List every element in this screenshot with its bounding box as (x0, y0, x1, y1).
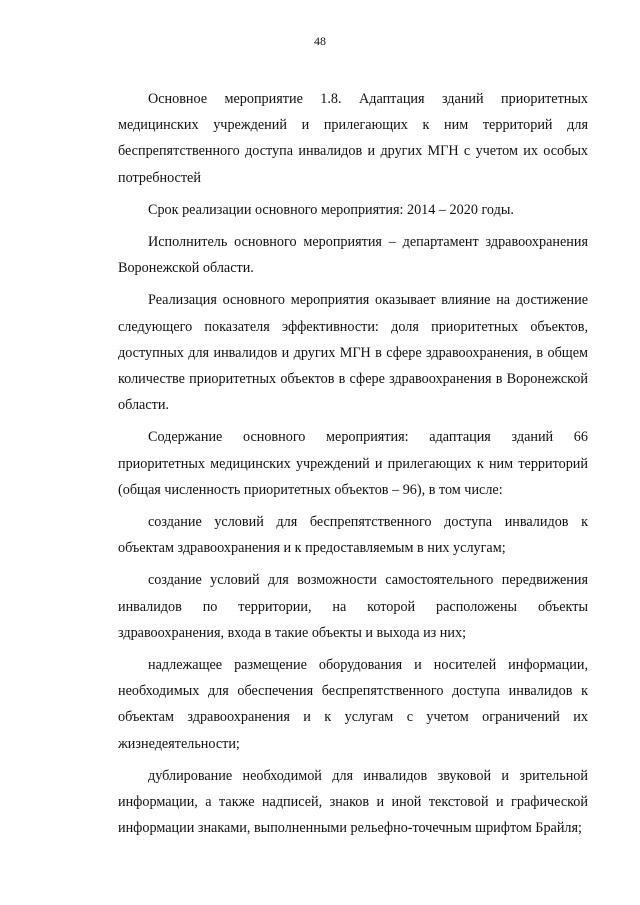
paragraph-term: Срок реализации основного мероприятия: 2014 – 2020 годы. (148, 201, 514, 218)
list-item: дублирование необходимой для инвалидов звуковой и зрительной информации, а также надписей, знаков и иной текстовой и графической информации знаками, выполненными рельефно-точечным шрифтом Брайля; (118, 767, 588, 837)
list-item: создание условий для беспрепятственного доступа инвалидов к объектам здравоохранения и к предоставляемым в них услугам; (118, 514, 588, 557)
paragraph-executor: Исполнитель основного мероприятия – департамент здравоохранения Воронежской области. (118, 234, 588, 277)
section-heading-paragraph: Основное мероприятие 1.8. Адаптация зданий приоритетных медицинских учреждений и прилегающих к ним территорий для беспрепятственного доступа инвалидов и других МГН с учетом их особых потребностей (118, 91, 588, 186)
document-body (118, 86, 588, 841)
page-number: 48 (314, 34, 326, 48)
paragraph-indicator: Реализация основного мероприятия оказывает влияние на достижение следующего показателя эффективности: доля приоритетных объектов, доступных для инвалидов и других МГН в сфере здравоохранения, в общем количестве приоритетных объектов в сфере здравоохранения в Воронежской области. (118, 292, 588, 414)
paragraph-content: Содержание основного мероприятия: адаптация зданий 66 приоритетных медицинских учреждений и прилегающих к ним территорий (общая численность приоритетных объектов – 96), в том числе: (118, 429, 588, 498)
list-item: создание условий для возможности самостоятельного передвижения инвалидов по территории, на которой расположены объекты здравоохранения, входа в такие объекты и выхода из них; (118, 572, 588, 641)
list-item: надлежащее размещение оборудования и носителей информации, необходимых для обеспечения беспрепятственного доступа инвалидов к объектам здравоохранения и к услугам с учетом ограничений их жизнедеятельности; (118, 657, 588, 752)
